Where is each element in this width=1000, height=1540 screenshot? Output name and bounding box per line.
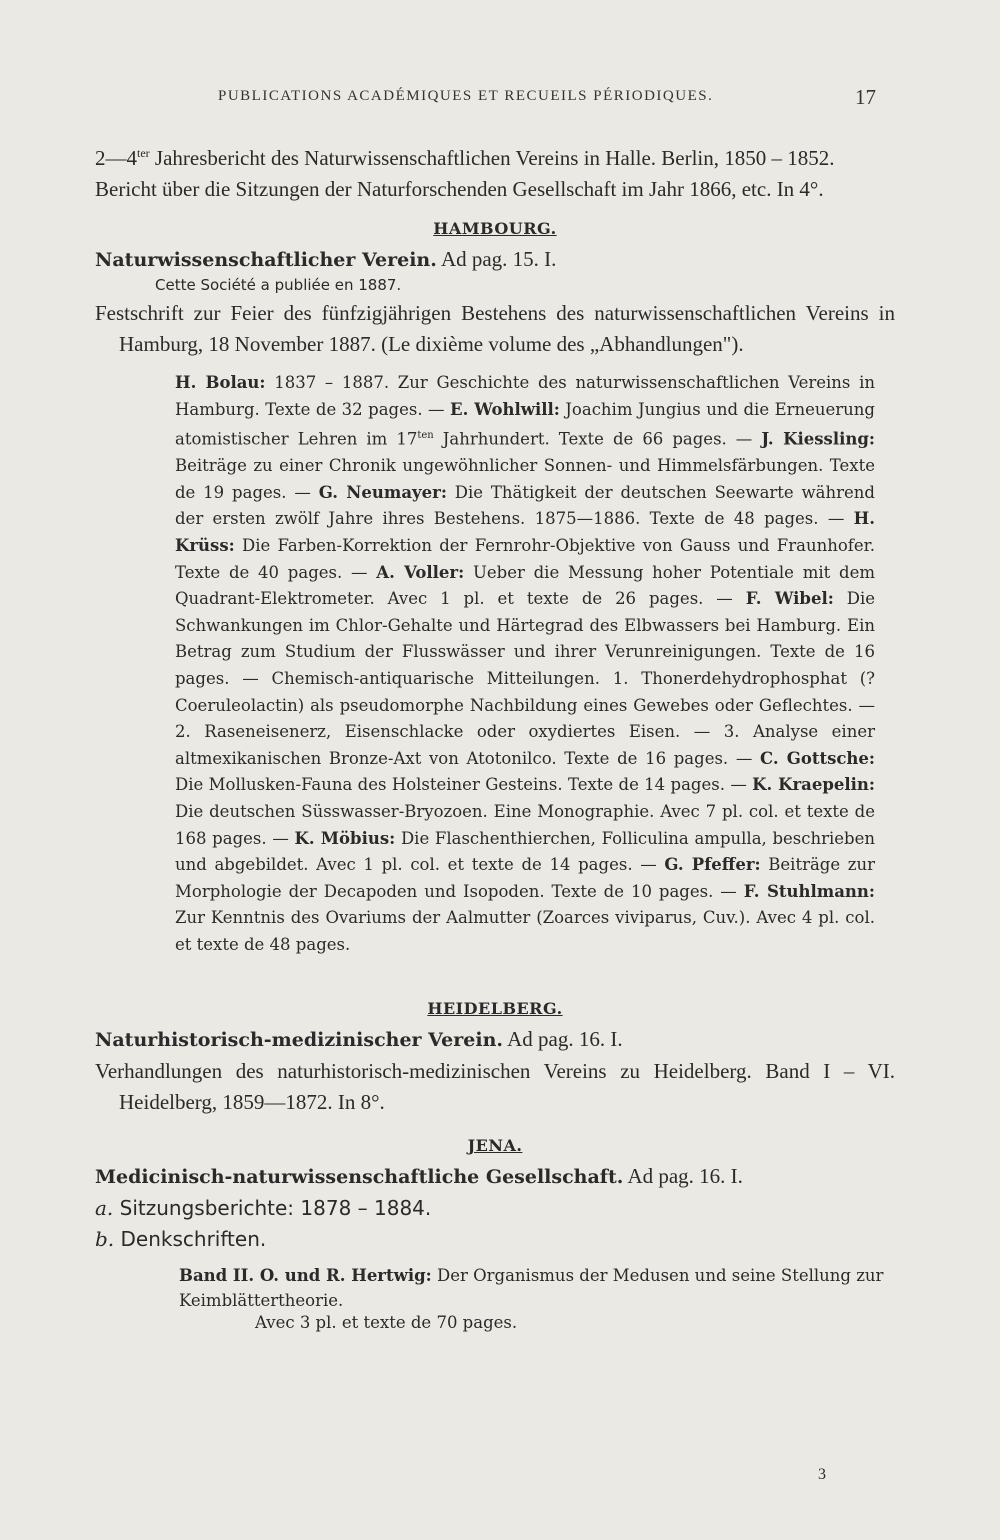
contents-text: Jahrhundert. Texte de 66 pages. — xyxy=(433,429,762,449)
contents-author: F. Stuhlmann: xyxy=(743,881,876,901)
running-header: PUBLICATIONS ACADÉMIQUES ET RECUEILS PÉRIODIQUES. xyxy=(218,88,714,104)
page-number: 17 xyxy=(855,85,876,109)
list-letter: a. xyxy=(95,1195,114,1220)
contents-author: F. Wibel: xyxy=(745,589,834,609)
list-text: Denkschriften. xyxy=(114,1226,267,1251)
contents-text: Die Thätigkeit der deutschen Seewarte während der ersten zwölf Jahre ihres Bestehens. 1875—1886. Texte de 48 pages. — xyxy=(175,482,875,529)
society-ref: Ad pag. 16. I. xyxy=(623,1163,743,1188)
halle-entry-1 xyxy=(95,138,895,174)
contents-author: G. Pfeffer: xyxy=(664,855,761,875)
jena-item-b xyxy=(95,1224,895,1255)
contents-author: H. Bolau: xyxy=(175,373,266,392)
list-letter: b. xyxy=(95,1226,115,1251)
halle-entry-1-range: 2—4 xyxy=(95,146,137,170)
halle-entry-2: Bericht über die Sitzungen der Naturforschenden Gesellschaft im Jahr 1866, etc. In 4°. xyxy=(95,177,824,201)
signature-mark: 3 xyxy=(818,1466,826,1483)
contents-author: K. Kraepelin: xyxy=(752,775,875,795)
contents-text: Die Farben-Korrektion der Fernrohr-Objektive von Gauss und Fraunhofer. Texte de 40 pages. — xyxy=(175,536,875,582)
contents-sup: ten xyxy=(417,430,434,442)
society-title-heidelberg xyxy=(95,1024,895,1056)
contents-text: Joachim Jungius und die Erneuerung atomistischer Lehren im 17 xyxy=(175,399,875,449)
contents-author: G. Neumayer: xyxy=(318,482,447,502)
contents-text: Die Schwankungen im Chlor-Gehalte und Härtegrad des Elbwassers bei Hamburg. Ein Betrag zum Studium der Flusswässer und ihrer Verunreinigungen. Texte de 16 pages. — Chemisch-antiquarische Mitteilungen. 1. Thonerdehydrophosphat (? Coeruleolactin) als pseudomorphe Nachbildung eines Gewebes oder Geflechtes. — 2. Raseneisenerz, Eisenschlacke oder oxydiertes Eisen. — 3. Analyse einer altmexikanischen Bronze-Axt von Atotonilco. Texte de 16 pages. — xyxy=(175,589,876,768)
society-name: Naturhistorisch-medizinischer Verein. xyxy=(95,1028,504,1051)
society-name: Medicinisch-naturwissenschaftliche Gesellschaft. xyxy=(95,1165,624,1188)
contents-author: H. Krüss: xyxy=(175,509,875,556)
section-heading-heidelberg: HEIDELBERG. xyxy=(427,998,563,1018)
band-authors: O. und R. Hertwig: xyxy=(254,1265,432,1285)
festschrift-entry: Festschrift zur Feier des fünfzigjährigen Bestehens des naturwissenschaftlichen Vereins in Hamburg, 18 November 1887. (Le dixième volume des „Abhandlungen"). xyxy=(95,301,895,356)
contents-text: Die Mollusken-Fauna des Holsteiner Gesteins. Texte de 14 pages. — xyxy=(175,775,753,795)
festschrift-contents xyxy=(175,370,875,959)
contents-text: Die deutschen Süsswasser-Bryozoen. Eine Monographie. Avec 7 pl. col. et texte de 168 pages. — xyxy=(175,802,875,848)
contents-text: Beiträge zur Morphologie der Decapoden und Isopoden. Texte de 10 pages. — xyxy=(175,855,876,901)
list-text: Sitzungsberichte: 1878 – 1884. xyxy=(113,1195,432,1220)
society-name: Naturwissenschaftlicher Verein. xyxy=(95,249,437,271)
section-heading-hamburg: HAMBOURG. xyxy=(433,219,557,238)
society-title-jena xyxy=(95,1161,895,1193)
contents-author: A. Voller: xyxy=(376,562,465,582)
contents-text: Die Flaschenthierchen, Folliculina ampulla, beschrieben und abgebildet. Avec 1 pl. col. et texte de 14 pages. — xyxy=(175,828,876,875)
section-heading-jena: JENA. xyxy=(467,1135,523,1155)
band-label: Band II. xyxy=(179,1265,255,1285)
halle-entry-1-sup: ter xyxy=(137,146,150,160)
society-ref: Ad pag. 16. I. xyxy=(503,1026,623,1051)
contents-author: E. Wohlwill: xyxy=(450,399,560,419)
band-text: Der Organismus der Medusen und seine Stellung zur Keimblättertheorie. xyxy=(179,1265,884,1310)
contents-text: Beiträge zu einer Chronik ungewöhnlicher Sonnen- und Himmelsfärbungen. Texte de 19 pages. — xyxy=(175,456,875,502)
contents-author: K. Möbius: xyxy=(294,828,396,848)
jena-item-a xyxy=(95,1193,895,1224)
contents-text: 1837 – 1887. Zur Geschichte des naturwissenschaftlichen Vereins in Hamburg. Texte de 32 pages. — xyxy=(175,373,875,419)
contents-author: J. Kiessling: xyxy=(761,429,875,449)
society-title-hamburg xyxy=(95,244,895,276)
halle-entry-1-text: Jahresbericht des Naturwissenschaftlichen Vereins in Halle. Berlin, 1850 – 1852. xyxy=(149,146,835,170)
society-ref: Ad pag. 15. I. xyxy=(436,247,557,271)
contents-text: Zur Kenntnis des Ovariums der Aalmutter (Zoarces viviparus, Cuv.). Avec 4 pl. col. et texte de 48 pages. xyxy=(175,908,875,954)
contents-author: C. Gottsche: xyxy=(760,748,876,768)
page-body xyxy=(95,138,895,1332)
jena-band-entry xyxy=(179,1263,889,1313)
contents-text: Ueber die Messung hoher Potentiale mit dem Quadrant-Elektrometer. Avec 1 pl. et texte de 26 pages. — xyxy=(175,562,875,609)
heidelberg-entry: Verhandlungen des naturhistorisch-medizinischen Vereins zu Heidelberg. Band I – VI. Heidelberg, 1859—1872. In 8°. xyxy=(95,1058,895,1114)
publication-note: Cette Société a publiée en 1887. xyxy=(155,276,402,294)
jena-band-detail: Avec 3 pl. et texte de 70 pages. xyxy=(255,1312,518,1332)
